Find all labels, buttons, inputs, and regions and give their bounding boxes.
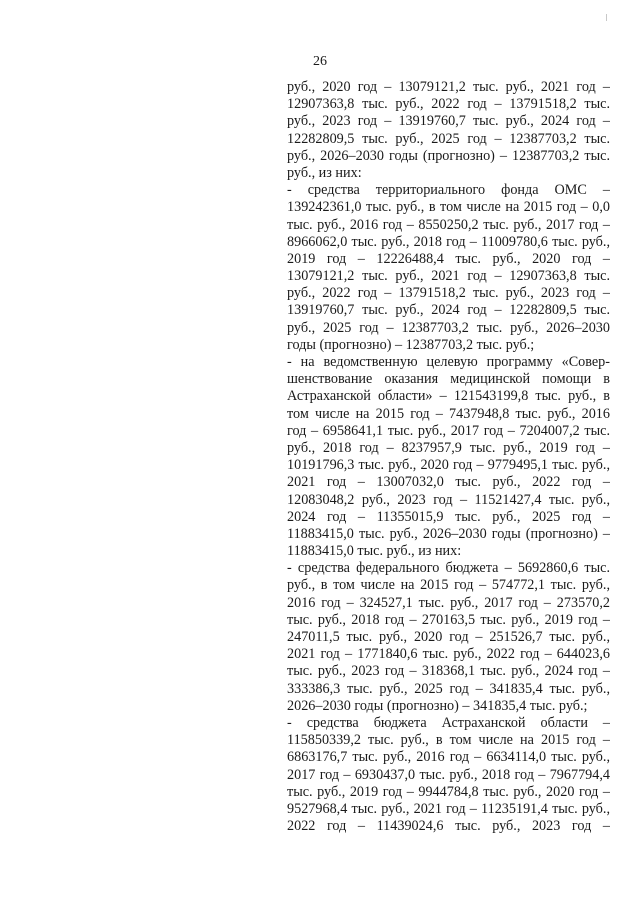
text-line: руб., 2022 год – 13791518,2 тыс. руб., 2023 год –	[287, 285, 610, 302]
text-line: 11883415,0 тыс. руб., из них:	[287, 543, 462, 560]
document-body	[287, 79, 610, 835]
text-line: 12083048,2 руб., 2023 год – 11521427,4 тыс. руб.,	[287, 491, 610, 508]
text-line: 12907363,8 тыс. руб., 2022 год – 13791518,2 тыс.	[287, 96, 610, 113]
text-line: 247011,5 тыс. руб., 2020 год – 251526,7 тыс. руб.,	[287, 629, 610, 645]
text-line: 2026–2030 годы (прогнозно) – 341835,4 тыс. руб.;	[287, 697, 588, 714]
text-line: 333386,3 тыс. руб., 2025 год – 341835,4 тыс. руб.,	[287, 680, 610, 697]
page-number: 26	[313, 54, 327, 69]
text-line: 8966062,0 тыс. руб., 2018 год – 11009780,6 тыс. руб.,	[287, 233, 610, 250]
text-line: том числе на 2015 год – 7437948,8 тыс. руб., 2016	[287, 405, 610, 422]
text-line: - средства территориального фонда ОМС –	[287, 182, 610, 199]
text-line: 2022 год – 11439024,6 тыс. руб., 2023 год –	[287, 818, 610, 835]
text-line: - на ведомственную целевую программу «Совер-	[287, 354, 610, 370]
text-line: тыс. руб., 2023 год – 318368,1 тыс. руб., 2024 год –	[287, 663, 610, 680]
text-line: 2021 год – 1771840,6 тыс. руб., 2022 год – 644023,6	[287, 646, 610, 663]
text-line: - средства бюджета Астраханской области –	[287, 714, 610, 731]
text-line: руб., из них:	[287, 164, 362, 181]
text-line: тыс. руб., 2016 год – 8550250,2 тыс. руб., 2017 год –	[287, 216, 610, 233]
text-line: руб., 2020 год – 13079121,2 тыс. руб., 2021 год –	[287, 79, 610, 95]
scan-mark	[606, 14, 607, 21]
text-line: год – 6958641,1 тыс. руб., 2017 год – 7204007,2 тыс.	[287, 422, 610, 439]
text-line: 2017 год – 6930437,0 тыс. руб., 2018 год – 7967794,4	[287, 766, 610, 783]
text-line: тыс. руб., 2019 год – 9944784,8 тыс. руб., 2020 год –	[287, 783, 610, 800]
text-line: 6863176,7 тыс. руб., 2016 год – 6634114,0 тыс. руб.,	[287, 749, 610, 766]
text-line: годы (прогнозно) – 12387703,2 тыс. руб.;	[287, 336, 535, 353]
text-line: 115850339,2 тыс. руб., в том числе на 2015 год –	[287, 732, 610, 749]
text-line: 2024 год – 11355015,9 тыс. руб., 2025 год –	[287, 508, 610, 525]
text-line: шенствование оказания медицинской помощи в	[287, 371, 610, 388]
text-line: 139242361,0 тыс. руб., в том числе на 2015 год – 0,0	[287, 199, 610, 216]
text-line: - средства федерального бюджета – 5692860,6 тыс.	[287, 560, 610, 577]
text-line: тыс. руб., 2018 год – 270163,5 тыс. руб., 2019 год –	[287, 611, 610, 628]
text-line: руб., 2018 год – 8237957,9 тыс. руб., 2019 год –	[287, 439, 610, 456]
text-line: руб., 2025 год – 12387703,2 тыс. руб., 2026–2030	[287, 319, 610, 336]
text-line: руб., 2026–2030 годы (прогнозно) – 12387703,2 тыс.	[287, 147, 610, 164]
text-line: 12282809,5 тыс. руб., 2025 год – 12387703,2 тыс.	[287, 130, 610, 147]
text-line: 13919760,7 тыс. руб., 2024 год – 12282809,5 тыс.	[287, 302, 610, 319]
text-line: 13079121,2 тыс. руб., 2021 год – 12907363,8 тыс.	[287, 268, 610, 285]
text-line: 2019 год – 12226488,4 тыс. руб., 2020 год –	[287, 250, 610, 267]
text-line: 2021 год – 13007032,0 тыс. руб., 2022 год –	[287, 474, 610, 491]
text-line: 2016 год – 324527,1 тыс. руб., 2017 год – 273570,2	[287, 594, 610, 611]
text-line: 11883415,0 тыс. руб., 2026–2030 годы (прогнозно) –	[287, 525, 610, 542]
text-line: руб., в том числе на 2015 год – 574772,1 тыс. руб.,	[287, 577, 610, 594]
text-line: 10191796,3 тыс. руб., 2020 год – 9779495,1 тыс. руб.,	[287, 457, 610, 474]
text-line: 9527968,4 тыс. руб., 2021 год – 11235191,4 тыс. руб.,	[287, 800, 610, 817]
text-line: Астраханской области» – 121543199,8 тыс. руб., в	[287, 388, 610, 405]
text-line: руб., 2023 год – 13919760,7 тыс. руб., 2024 год –	[287, 113, 610, 130]
